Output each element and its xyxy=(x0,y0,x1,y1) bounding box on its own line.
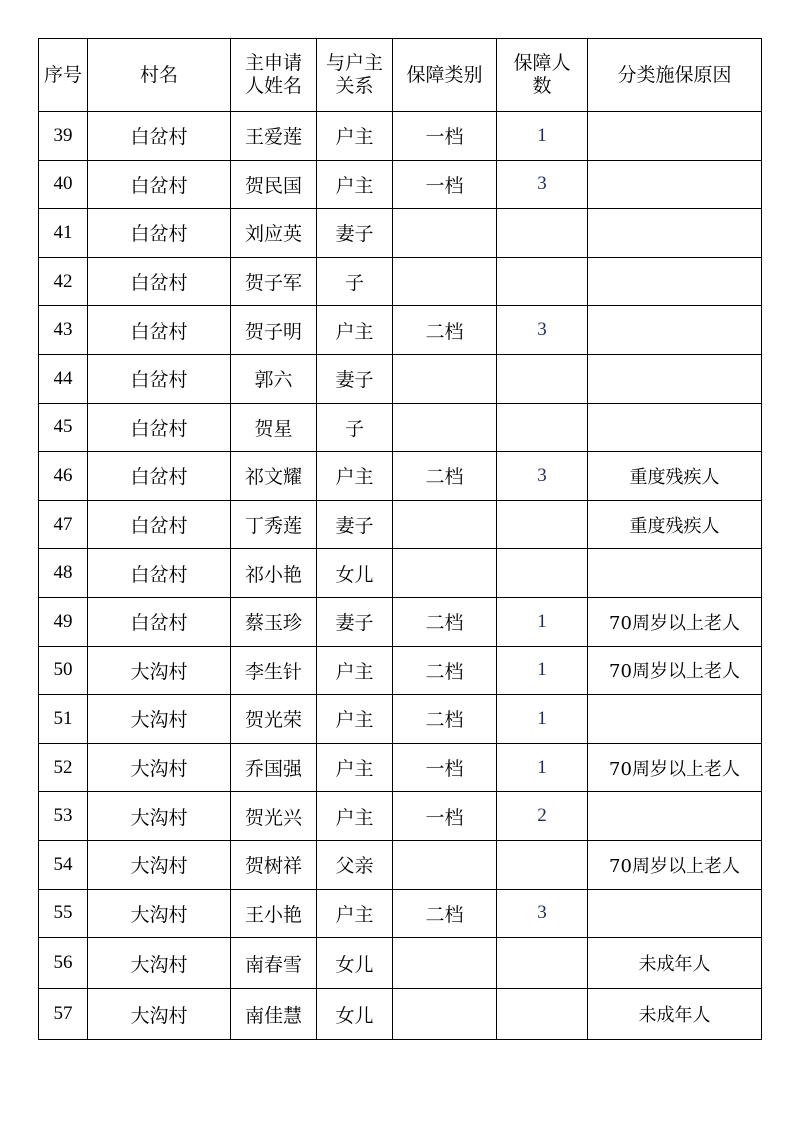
cell-category: 二档 xyxy=(393,597,497,646)
cell-seq: 57 xyxy=(39,989,88,1040)
cell-category: 二档 xyxy=(393,306,497,355)
cell-name: 王爱莲 xyxy=(231,112,317,161)
cell-seq: 45 xyxy=(39,403,88,452)
cell-relation: 户主 xyxy=(317,306,393,355)
cell-name: 祁文耀 xyxy=(231,452,317,501)
cell-count: 1 xyxy=(497,743,588,792)
cell-count: 3 xyxy=(497,306,588,355)
cell-seq: 48 xyxy=(39,549,88,598)
cell-village: 白岔村 xyxy=(88,257,231,306)
table-row xyxy=(39,209,762,258)
table-row xyxy=(39,646,762,695)
header-count xyxy=(497,39,588,112)
cell-village: 大沟村 xyxy=(88,840,231,889)
cell-name: 李生针 xyxy=(231,646,317,695)
cell-village: 大沟村 xyxy=(88,938,231,989)
cell-relation: 户主 xyxy=(317,743,393,792)
cell-category: 一档 xyxy=(393,792,497,841)
cell-count: 2 xyxy=(497,792,588,841)
cell-relation: 户主 xyxy=(317,695,393,744)
roster-body xyxy=(39,112,762,1040)
cell-village: 白岔村 xyxy=(88,597,231,646)
cell-relation: 妻子 xyxy=(317,209,393,258)
cell-count: 1 xyxy=(497,695,588,744)
cell-relation: 户主 xyxy=(317,792,393,841)
cell-category: 一档 xyxy=(393,743,497,792)
cell-count: 3 xyxy=(497,452,588,501)
cell-village: 白岔村 xyxy=(88,160,231,209)
cell-count: 1 xyxy=(497,646,588,695)
cell-seq: 56 xyxy=(39,938,88,989)
cell-name: 贺光兴 xyxy=(231,792,317,841)
table-row xyxy=(39,597,762,646)
cell-seq: 47 xyxy=(39,500,88,549)
cell-relation: 户主 xyxy=(317,112,393,161)
table-row xyxy=(39,549,762,598)
cell-village: 白岔村 xyxy=(88,549,231,598)
cell-name: 乔国强 xyxy=(231,743,317,792)
table-row xyxy=(39,403,762,452)
cell-category xyxy=(393,354,497,403)
cell-village: 白岔村 xyxy=(88,112,231,161)
header-applicant xyxy=(231,39,317,112)
cell-reason xyxy=(588,695,762,744)
cell-seq: 52 xyxy=(39,743,88,792)
table-row xyxy=(39,743,762,792)
cell-name: 贺子明 xyxy=(231,306,317,355)
header-relation xyxy=(317,39,393,112)
cell-village: 大沟村 xyxy=(88,989,231,1040)
cell-village: 白岔村 xyxy=(88,500,231,549)
table-row xyxy=(39,500,762,549)
cell-reason: 重度残疾人 xyxy=(588,452,762,501)
cell-relation: 妻子 xyxy=(317,500,393,549)
header-seq: 序号 xyxy=(39,39,88,112)
cell-seq: 53 xyxy=(39,792,88,841)
cell-reason xyxy=(588,549,762,598)
cell-seq: 51 xyxy=(39,695,88,744)
table-row xyxy=(39,354,762,403)
cell-relation: 妻子 xyxy=(317,597,393,646)
cell-reason: 未成年人 xyxy=(588,989,762,1040)
cell-count: 1 xyxy=(497,112,588,161)
cell-category xyxy=(393,403,497,452)
cell-name: 郭六 xyxy=(231,354,317,403)
header-count-label: 保障人数 xyxy=(513,52,571,97)
cell-village: 白岔村 xyxy=(88,403,231,452)
header-relation-label: 与户主关系 xyxy=(325,52,383,97)
cell-count xyxy=(497,354,588,403)
cell-reason xyxy=(588,403,762,452)
cell-village: 大沟村 xyxy=(88,743,231,792)
cell-category xyxy=(393,989,497,1040)
cell-name: 贺民国 xyxy=(231,160,317,209)
table-row xyxy=(39,695,762,744)
cell-relation: 子 xyxy=(317,403,393,452)
cell-reason: 重度残疾人 xyxy=(588,500,762,549)
table-row xyxy=(39,989,762,1040)
cell-count xyxy=(497,209,588,258)
cell-seq: 54 xyxy=(39,840,88,889)
cell-reason xyxy=(588,257,762,306)
cell-village: 大沟村 xyxy=(88,695,231,744)
cell-name: 贺星 xyxy=(231,403,317,452)
cell-count xyxy=(497,500,588,549)
cell-category: 二档 xyxy=(393,646,497,695)
table-row xyxy=(39,112,762,161)
cell-name: 贺光荣 xyxy=(231,695,317,744)
cell-name: 贺树祥 xyxy=(231,840,317,889)
cell-category xyxy=(393,209,497,258)
table-row xyxy=(39,840,762,889)
cell-village: 大沟村 xyxy=(88,792,231,841)
cell-category: 一档 xyxy=(393,112,497,161)
cell-count xyxy=(497,840,588,889)
cell-reason: 70周岁以上老人 xyxy=(588,597,762,646)
cell-name: 南春雪 xyxy=(231,938,317,989)
table-row xyxy=(39,889,762,938)
cell-seq: 50 xyxy=(39,646,88,695)
table-row xyxy=(39,938,762,989)
table-row xyxy=(39,792,762,841)
cell-name: 南佳慧 xyxy=(231,989,317,1040)
cell-count: 3 xyxy=(497,160,588,209)
cell-seq: 39 xyxy=(39,112,88,161)
cell-category: 二档 xyxy=(393,452,497,501)
cell-seq: 44 xyxy=(39,354,88,403)
cell-seq: 41 xyxy=(39,209,88,258)
cell-relation: 女儿 xyxy=(317,549,393,598)
cell-reason: 70周岁以上老人 xyxy=(588,646,762,695)
cell-name: 祁小艳 xyxy=(231,549,317,598)
cell-category xyxy=(393,938,497,989)
cell-reason xyxy=(588,354,762,403)
table-row xyxy=(39,452,762,501)
cell-relation: 户主 xyxy=(317,160,393,209)
cell-relation: 户主 xyxy=(317,889,393,938)
cell-reason xyxy=(588,160,762,209)
cell-village: 白岔村 xyxy=(88,452,231,501)
cell-reason: 未成年人 xyxy=(588,938,762,989)
cell-reason: 70周岁以上老人 xyxy=(588,743,762,792)
cell-relation: 户主 xyxy=(317,646,393,695)
cell-village: 白岔村 xyxy=(88,306,231,355)
cell-count: 1 xyxy=(497,597,588,646)
cell-seq: 42 xyxy=(39,257,88,306)
cell-relation: 女儿 xyxy=(317,989,393,1040)
cell-reason xyxy=(588,792,762,841)
header-reason: 分类施保原因 xyxy=(588,39,762,112)
cell-count xyxy=(497,257,588,306)
cell-reason xyxy=(588,209,762,258)
cell-seq: 46 xyxy=(39,452,88,501)
assistance-roster-table xyxy=(38,38,762,1040)
cell-seq: 49 xyxy=(39,597,88,646)
cell-seq: 55 xyxy=(39,889,88,938)
cell-reason xyxy=(588,889,762,938)
table-row xyxy=(39,160,762,209)
header-category: 保障类别 xyxy=(393,39,497,112)
header-row xyxy=(39,39,762,112)
cell-village: 白岔村 xyxy=(88,354,231,403)
cell-name: 贺子军 xyxy=(231,257,317,306)
cell-relation: 子 xyxy=(317,257,393,306)
table-row xyxy=(39,306,762,355)
cell-category xyxy=(393,500,497,549)
cell-village: 白岔村 xyxy=(88,209,231,258)
cell-relation: 户主 xyxy=(317,452,393,501)
cell-relation: 女儿 xyxy=(317,938,393,989)
cell-reason xyxy=(588,306,762,355)
cell-category: 二档 xyxy=(393,695,497,744)
cell-count xyxy=(497,989,588,1040)
cell-village: 大沟村 xyxy=(88,889,231,938)
cell-count: 3 xyxy=(497,889,588,938)
cell-category: 二档 xyxy=(393,889,497,938)
cell-village: 大沟村 xyxy=(88,646,231,695)
cell-category: 一档 xyxy=(393,160,497,209)
cell-name: 刘应英 xyxy=(231,209,317,258)
cell-seq: 40 xyxy=(39,160,88,209)
header-applicant-label: 主申请人姓名 xyxy=(244,52,302,97)
cell-reason: 70周岁以上老人 xyxy=(588,840,762,889)
cell-relation: 父亲 xyxy=(317,840,393,889)
cell-relation: 妻子 xyxy=(317,354,393,403)
cell-name: 蔡玉珍 xyxy=(231,597,317,646)
cell-name: 王小艳 xyxy=(231,889,317,938)
cell-count xyxy=(497,938,588,989)
cell-name: 丁秀莲 xyxy=(231,500,317,549)
header-village: 村名 xyxy=(88,39,231,112)
cell-category xyxy=(393,257,497,306)
cell-count xyxy=(497,403,588,452)
cell-reason xyxy=(588,112,762,161)
cell-category xyxy=(393,840,497,889)
cell-count xyxy=(497,549,588,598)
table-row xyxy=(39,257,762,306)
cell-category xyxy=(393,549,497,598)
cell-seq: 43 xyxy=(39,306,88,355)
